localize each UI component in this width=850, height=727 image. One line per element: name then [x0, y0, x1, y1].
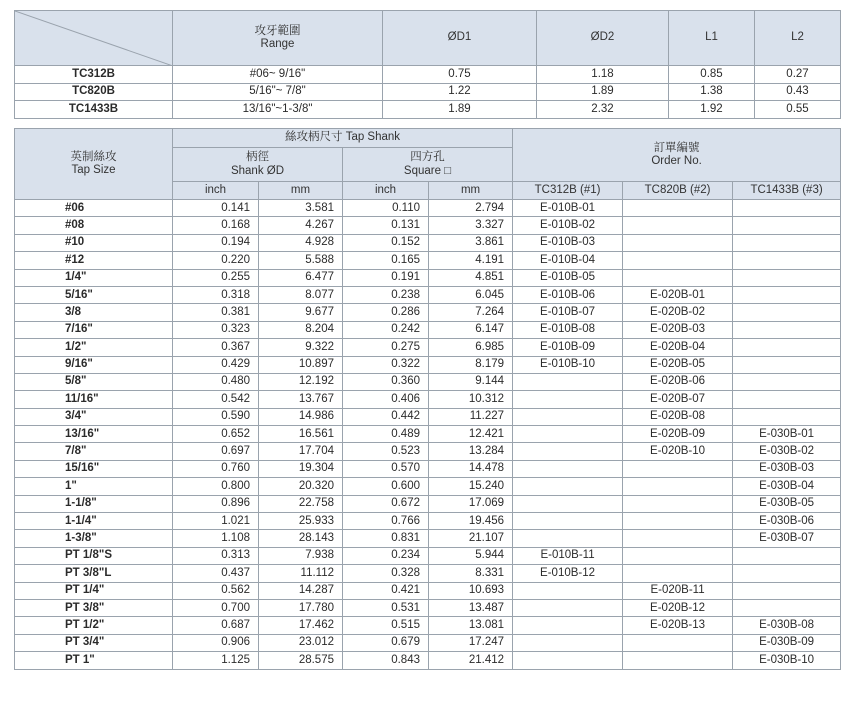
sq-mm-cell: 8.179 — [429, 356, 513, 373]
range-table-header — [15, 11, 841, 66]
sq-mm-cell: 6.045 — [429, 286, 513, 303]
tap-size-cell: 15/16" — [15, 460, 173, 477]
order-tc1433b-cell: E-030B-03 — [733, 460, 841, 477]
order-tc1433b-cell — [733, 286, 841, 303]
sq-mm-cell: 6.985 — [429, 339, 513, 356]
table-row — [15, 426, 841, 443]
table-row — [15, 66, 841, 84]
tap-size-cell: 1-1/4" — [15, 513, 173, 530]
od-inch-cell: 1.021 — [173, 513, 259, 530]
order-tc312b-cell: E-010B-12 — [513, 565, 623, 582]
tap-size-cell: PT 3/8" — [15, 599, 173, 616]
od-mm-cell: 6.477 — [259, 269, 343, 286]
order-tc1433b-cell — [733, 599, 841, 616]
od-mm-cell: 3.581 — [259, 200, 343, 217]
order-tc1433b-cell — [733, 217, 841, 234]
tap-size-cell: #08 — [15, 217, 173, 234]
sq-inch-cell: 0.531 — [343, 599, 429, 616]
table-row — [15, 582, 841, 599]
od-mm-cell: 7.938 — [259, 547, 343, 564]
l1-header: L1 — [669, 11, 755, 66]
order-tc820b-cell: E-020B-13 — [623, 617, 733, 634]
table-row — [15, 286, 841, 303]
tap-size-cell: PT 1/4" — [15, 582, 173, 599]
order-tc312b-cell: E-010B-01 — [513, 200, 623, 217]
order-tc312b-cell: E-010B-02 — [513, 217, 623, 234]
od-inch-cell: 0.437 — [173, 565, 259, 582]
shank-od-header-zh: 柄徑 — [246, 151, 269, 164]
order-tc820b-cell — [623, 547, 733, 564]
l1-cell: 1.92 — [669, 101, 755, 119]
tap-size-cell: #10 — [15, 234, 173, 251]
d2-cell: 2.32 — [537, 101, 669, 119]
od-mm-cell: 8.077 — [259, 286, 343, 303]
order-tc1433b-cell: E-030B-09 — [733, 634, 841, 651]
tap-size-header — [15, 129, 173, 200]
order-tc312b-cell: E-010B-04 — [513, 252, 623, 269]
sq-inch-cell: 0.843 — [343, 652, 429, 669]
table-row — [15, 408, 841, 425]
square-header-en: Square □ — [403, 164, 452, 177]
order-tc820b-cell: E-020B-09 — [623, 426, 733, 443]
order-tc820b-cell — [623, 565, 733, 582]
od-mm-header: mm — [259, 182, 343, 200]
od-inch-cell: 0.906 — [173, 634, 259, 651]
order-tc820b-cell — [623, 530, 733, 547]
sq-mm-cell: 13.284 — [429, 443, 513, 460]
order-tc820b-cell — [623, 652, 733, 669]
order-tc312b-cell — [513, 582, 623, 599]
order-no-header-en: Order No. — [651, 155, 702, 167]
order-tc1433b-cell: E-030B-05 — [733, 495, 841, 512]
order-tc312b-cell — [513, 478, 623, 495]
od-inch-cell: 0.697 — [173, 443, 259, 460]
od-mm-cell: 4.928 — [259, 234, 343, 251]
sq-inch-cell: 0.406 — [343, 391, 429, 408]
d1-cell: 0.75 — [383, 66, 537, 84]
od-mm-cell: 17.780 — [259, 599, 343, 616]
od-inch-cell: 1.108 — [173, 530, 259, 547]
order-tc312b-cell — [513, 652, 623, 669]
d1-header: ØD1 — [383, 11, 537, 66]
order-tc820b-cell: E-020B-10 — [623, 443, 733, 460]
order-tc820b-cell — [623, 478, 733, 495]
order-tc312b-cell: E-010B-03 — [513, 234, 623, 251]
table-row — [15, 652, 841, 669]
od-mm-cell: 10.897 — [259, 356, 343, 373]
tap-size-cell: 5/8" — [15, 373, 173, 390]
od-inch-cell: 0.542 — [173, 391, 259, 408]
table-row — [15, 200, 841, 217]
sq-inch-cell: 0.286 — [343, 304, 429, 321]
table-row — [15, 565, 841, 582]
od-inch-header: inch — [173, 182, 259, 200]
tap-size-cell: 1/4" — [15, 269, 173, 286]
order-tc1433b-cell — [733, 356, 841, 373]
tap-size-cell: PT 3/4" — [15, 634, 173, 651]
sq-inch-cell: 0.679 — [343, 634, 429, 651]
l1-cell: 1.38 — [669, 83, 755, 101]
order-tc312b-cell — [513, 426, 623, 443]
table-row — [15, 460, 841, 477]
sq-mm-cell: 9.144 — [429, 373, 513, 390]
order-tc1433b-cell: E-030B-10 — [733, 652, 841, 669]
table-row — [15, 252, 841, 269]
od-inch-cell: 0.896 — [173, 495, 259, 512]
order-tc1433b-cell — [733, 373, 841, 390]
l2-cell: 0.55 — [755, 101, 841, 119]
order-tc312b-cell — [513, 617, 623, 634]
od-mm-cell: 14.287 — [259, 582, 343, 599]
order-tc820b-cell: E-020B-04 — [623, 339, 733, 356]
od-mm-cell: 5.588 — [259, 252, 343, 269]
od-mm-cell: 4.267 — [259, 217, 343, 234]
tap-size-cell: 7/16" — [15, 321, 173, 338]
order-tc1433b-cell — [733, 269, 841, 286]
order-tc1433b-cell — [733, 391, 841, 408]
tap-size-header-en: Tap Size — [71, 164, 116, 176]
sq-inch-cell: 0.570 — [343, 460, 429, 477]
table-row — [15, 495, 841, 512]
sq-mm-cell: 21.107 — [429, 530, 513, 547]
order-tc1433b-cell — [733, 321, 841, 338]
od-inch-cell: 0.687 — [173, 617, 259, 634]
order-tc1433b-cell — [733, 547, 841, 564]
sq-mm-cell: 13.487 — [429, 599, 513, 616]
order-tc820b-cell: E-020B-03 — [623, 321, 733, 338]
range-cell: 5/16"~ 7/8" — [173, 83, 383, 101]
od-inch-cell: 0.168 — [173, 217, 259, 234]
order-tc1433b-cell: E-030B-02 — [733, 443, 841, 460]
tap-size-table-body — [15, 200, 841, 670]
order-tc820b-cell — [623, 460, 733, 477]
tap-size-table — [14, 128, 841, 670]
order-tc312b-cell: E-010B-10 — [513, 356, 623, 373]
od-inch-cell: 0.652 — [173, 426, 259, 443]
l2-header: L2 — [755, 11, 841, 66]
sq-inch-cell: 0.831 — [343, 530, 429, 547]
order-tc312b-cell — [513, 513, 623, 530]
diagonal-line-icon — [15, 11, 173, 66]
sq-inch-cell: 0.515 — [343, 617, 429, 634]
sq-inch-cell: 0.275 — [343, 339, 429, 356]
d2-cell: 1.18 — [537, 66, 669, 84]
table-row — [15, 269, 841, 286]
order-tc820b-cell: E-020B-07 — [623, 391, 733, 408]
sq-mm-cell: 15.240 — [429, 478, 513, 495]
sq-inch-cell: 0.238 — [343, 286, 429, 303]
tap-size-cell: 5/16" — [15, 286, 173, 303]
order-tc820b-cell — [623, 217, 733, 234]
order-tc312b-cell — [513, 443, 623, 460]
od-inch-cell: 1.125 — [173, 652, 259, 669]
order-tc1433b-cell — [733, 252, 841, 269]
order-tc312b-cell: E-010B-06 — [513, 286, 623, 303]
order-tc312b-cell — [513, 599, 623, 616]
shank-od-header-en: Shank ØD — [230, 164, 285, 177]
table-row — [15, 101, 841, 119]
order-tc820b-header: TC820B (#2) — [623, 182, 733, 200]
tap-size-cell: 3/4" — [15, 408, 173, 425]
order-tc1433b-cell — [733, 339, 841, 356]
od-inch-cell: 0.313 — [173, 547, 259, 564]
sq-mm-cell: 5.944 — [429, 547, 513, 564]
tap-size-cell: PT 3/8"L — [15, 565, 173, 582]
order-tc1433b-header: TC1433B (#3) — [733, 182, 841, 200]
sq-inch-cell: 0.152 — [343, 234, 429, 251]
order-tc820b-cell — [623, 269, 733, 286]
table-row — [15, 617, 841, 634]
sq-inch-cell: 0.523 — [343, 443, 429, 460]
order-tc312b-cell — [513, 391, 623, 408]
d2-cell: 1.89 — [537, 83, 669, 101]
tap-size-cell: 11/16" — [15, 391, 173, 408]
l2-cell: 0.27 — [755, 66, 841, 84]
order-tc820b-cell — [623, 200, 733, 217]
order-tc1433b-cell: E-030B-04 — [733, 478, 841, 495]
od-mm-cell: 9.677 — [259, 304, 343, 321]
l2-cell: 0.43 — [755, 83, 841, 101]
table-row — [15, 530, 841, 547]
sq-mm-cell: 10.312 — [429, 391, 513, 408]
sq-mm-cell: 8.331 — [429, 565, 513, 582]
order-tc312b-cell — [513, 373, 623, 390]
order-tc312b-cell — [513, 495, 623, 512]
model-cell: TC820B — [15, 83, 173, 101]
od-mm-cell: 22.758 — [259, 495, 343, 512]
sq-inch-cell: 0.322 — [343, 356, 429, 373]
order-tc312b-cell: E-010B-11 — [513, 547, 623, 564]
tap-size-cell: #06 — [15, 200, 173, 217]
order-tc1433b-cell — [733, 234, 841, 251]
sq-mm-cell: 3.327 — [429, 217, 513, 234]
tap-size-cell: 1/2" — [15, 339, 173, 356]
sq-inch-cell: 0.672 — [343, 495, 429, 512]
sq-mm-cell: 13.081 — [429, 617, 513, 634]
d2-header: ØD2 — [537, 11, 669, 66]
sq-mm-cell: 7.264 — [429, 304, 513, 321]
tap-size-cell: 9/16" — [15, 356, 173, 373]
tap-size-cell: 13/16" — [15, 426, 173, 443]
model-cell: TC312B — [15, 66, 173, 84]
tap-size-cell: 1-1/8" — [15, 495, 173, 512]
sq-mm-cell: 3.861 — [429, 234, 513, 251]
od-mm-cell: 16.561 — [259, 426, 343, 443]
od-mm-cell: 13.767 — [259, 391, 343, 408]
sq-mm-cell: 10.693 — [429, 582, 513, 599]
range-cell: #06~ 9/16" — [173, 66, 383, 84]
table-row — [15, 321, 841, 338]
tap-size-cell: 1" — [15, 478, 173, 495]
order-tc820b-cell: E-020B-05 — [623, 356, 733, 373]
od-inch-cell: 0.318 — [173, 286, 259, 303]
order-tc312b-header: TC312B (#1) — [513, 182, 623, 200]
tap-size-cell: 3/8 — [15, 304, 173, 321]
od-mm-cell: 11.112 — [259, 565, 343, 582]
table-row — [15, 634, 841, 651]
order-no-header-zh: 訂單編號 — [653, 141, 700, 154]
order-tc312b-cell — [513, 634, 623, 651]
order-tc312b-cell: E-010B-07 — [513, 304, 623, 321]
sq-inch-cell: 0.165 — [343, 252, 429, 269]
order-tc1433b-cell — [733, 565, 841, 582]
sq-mm-cell: 17.247 — [429, 634, 513, 651]
sq-mm-cell: 11.227 — [429, 408, 513, 425]
order-tc312b-cell: E-010B-09 — [513, 339, 623, 356]
order-tc1433b-cell — [733, 304, 841, 321]
order-tc820b-cell: E-020B-12 — [623, 599, 733, 616]
sq-mm-cell: 2.794 — [429, 200, 513, 217]
sq-inch-cell: 0.234 — [343, 547, 429, 564]
od-inch-cell: 0.760 — [173, 460, 259, 477]
order-tc820b-cell: E-020B-11 — [623, 582, 733, 599]
od-mm-cell: 9.322 — [259, 339, 343, 356]
diagonal-header-cell — [15, 11, 173, 66]
tap-size-cell: 1-3/8" — [15, 530, 173, 547]
order-tc312b-cell — [513, 460, 623, 477]
table-row — [15, 391, 841, 408]
order-tc1433b-cell — [733, 408, 841, 425]
table-row — [15, 339, 841, 356]
tap-size-header-zh: 英制絲攻 — [70, 150, 117, 163]
range-header-en: Range — [260, 38, 295, 50]
sq-inch-header: inch — [343, 182, 429, 200]
sq-inch-cell: 0.766 — [343, 513, 429, 530]
od-inch-cell: 0.220 — [173, 252, 259, 269]
order-no-header — [513, 129, 841, 182]
tap-shank-header: 絲攻柄尺寸 Tap Shank — [173, 129, 513, 148]
sq-inch-cell: 0.600 — [343, 478, 429, 495]
order-tc820b-cell: E-020B-08 — [623, 408, 733, 425]
od-inch-cell: 0.367 — [173, 339, 259, 356]
od-inch-cell: 0.700 — [173, 599, 259, 616]
range-table-body — [15, 66, 841, 119]
tap-size-cell: 7/8" — [15, 443, 173, 460]
order-tc820b-cell — [623, 252, 733, 269]
od-inch-cell: 0.480 — [173, 373, 259, 390]
od-mm-cell: 14.986 — [259, 408, 343, 425]
shank-od-header — [173, 148, 343, 182]
od-inch-cell: 0.429 — [173, 356, 259, 373]
order-tc1433b-cell: E-030B-07 — [733, 530, 841, 547]
sq-mm-cell: 21.412 — [429, 652, 513, 669]
model-cell: TC1433B — [15, 101, 173, 119]
order-tc1433b-cell — [733, 582, 841, 599]
od-inch-cell: 0.255 — [173, 269, 259, 286]
sq-inch-cell: 0.328 — [343, 565, 429, 582]
order-tc1433b-cell — [733, 200, 841, 217]
order-tc820b-cell: E-020B-06 — [623, 373, 733, 390]
sq-mm-cell: 4.851 — [429, 269, 513, 286]
od-inch-cell: 0.323 — [173, 321, 259, 338]
order-tc820b-cell — [623, 513, 733, 530]
od-mm-cell: 28.143 — [259, 530, 343, 547]
sq-inch-cell: 0.489 — [343, 426, 429, 443]
range-header — [173, 11, 383, 66]
sq-inch-cell: 0.191 — [343, 269, 429, 286]
od-mm-cell: 12.192 — [259, 373, 343, 390]
od-inch-cell: 0.194 — [173, 234, 259, 251]
range-header-zh: 攻牙範圍 — [254, 24, 301, 37]
od-mm-cell: 25.933 — [259, 513, 343, 530]
table-row — [15, 513, 841, 530]
order-tc820b-cell — [623, 234, 733, 251]
sq-mm-cell: 14.478 — [429, 460, 513, 477]
order-tc1433b-cell: E-030B-01 — [733, 426, 841, 443]
sq-inch-cell: 0.110 — [343, 200, 429, 217]
range-table — [14, 10, 841, 119]
order-tc1433b-cell: E-030B-08 — [733, 617, 841, 634]
od-mm-cell: 8.204 — [259, 321, 343, 338]
square-header — [343, 148, 513, 182]
od-mm-cell: 17.704 — [259, 443, 343, 460]
order-tc312b-cell: E-010B-08 — [513, 321, 623, 338]
sq-inch-cell: 0.360 — [343, 373, 429, 390]
square-header-zh: 四方孔 — [410, 151, 445, 164]
tap-size-cell: PT 1" — [15, 652, 173, 669]
sq-mm-cell: 4.191 — [429, 252, 513, 269]
table-row — [15, 547, 841, 564]
order-tc312b-cell — [513, 530, 623, 547]
order-tc820b-cell — [623, 495, 733, 512]
table-row — [15, 356, 841, 373]
od-inch-cell: 0.141 — [173, 200, 259, 217]
od-inch-cell: 0.800 — [173, 478, 259, 495]
order-tc312b-cell: E-010B-05 — [513, 269, 623, 286]
d1-cell: 1.89 — [383, 101, 537, 119]
table-row — [15, 443, 841, 460]
od-inch-cell: 0.562 — [173, 582, 259, 599]
table-row — [15, 478, 841, 495]
table-row — [15, 83, 841, 101]
table-row — [15, 373, 841, 390]
table-row — [15, 599, 841, 616]
table-row — [15, 304, 841, 321]
od-mm-cell: 19.304 — [259, 460, 343, 477]
od-inch-cell: 0.381 — [173, 304, 259, 321]
sq-inch-cell: 0.442 — [343, 408, 429, 425]
sq-mm-cell: 12.421 — [429, 426, 513, 443]
od-mm-cell: 23.012 — [259, 634, 343, 651]
order-tc312b-cell — [513, 408, 623, 425]
sq-inch-cell: 0.131 — [343, 217, 429, 234]
order-tc820b-cell: E-020B-02 — [623, 304, 733, 321]
order-tc820b-cell — [623, 634, 733, 651]
table-row — [15, 217, 841, 234]
od-inch-cell: 0.590 — [173, 408, 259, 425]
l1-cell: 0.85 — [669, 66, 755, 84]
order-tc820b-cell: E-020B-01 — [623, 286, 733, 303]
od-mm-cell: 17.462 — [259, 617, 343, 634]
range-cell: 13/16"~1-3/8" — [173, 101, 383, 119]
sq-mm-cell: 6.147 — [429, 321, 513, 338]
d1-cell: 1.22 — [383, 83, 537, 101]
sq-mm-cell: 19.456 — [429, 513, 513, 530]
table-row — [15, 234, 841, 251]
tap-size-cell: #12 — [15, 252, 173, 269]
od-mm-cell: 20.320 — [259, 478, 343, 495]
sq-mm-cell: 17.069 — [429, 495, 513, 512]
od-mm-cell: 28.575 — [259, 652, 343, 669]
sq-mm-header: mm — [429, 182, 513, 200]
order-tc1433b-cell: E-030B-06 — [733, 513, 841, 530]
tap-size-cell: PT 1/2" — [15, 617, 173, 634]
tap-size-cell: PT 1/8"S — [15, 547, 173, 564]
sq-inch-cell: 0.421 — [343, 582, 429, 599]
sq-inch-cell: 0.242 — [343, 321, 429, 338]
